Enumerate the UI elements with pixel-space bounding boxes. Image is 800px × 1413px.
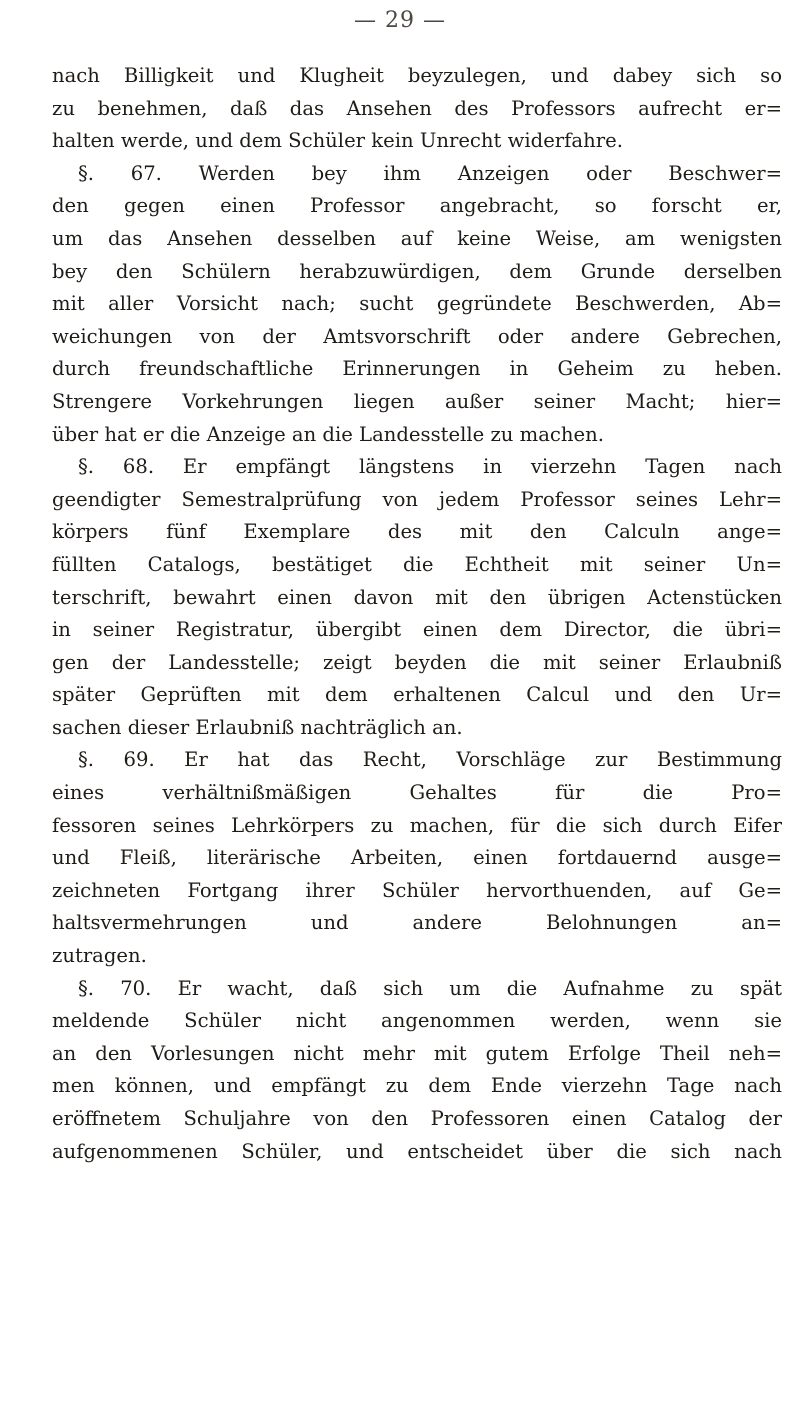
text-line: zeichneten Fortgang ihrer Schüler hervorthuenden, auf Ge= <box>52 878 782 902</box>
text-line: gen der Landesstelle; zeigt beyden die mit seiner Erlaubniß <box>52 650 782 674</box>
text-line: aufgenommenen Schüler, und entscheidet über die sich nach <box>52 1139 782 1163</box>
text-line: durch freundschaftliche Erinnerungen in Geheim zu heben. <box>52 357 782 381</box>
text-line: sachen dieser Erlaubniß nachträglich an. <box>52 715 463 739</box>
text-line: und Fleiß, literärische Arbeiten, einen fortdauernd ausge= <box>52 846 782 870</box>
text-line: später Geprüften mit dem erhaltenen Calcul und den Ur= <box>52 683 782 707</box>
text-line: körpers fünf Exemplare des mit den Calculn ange= <box>52 520 782 544</box>
text-line: terschrift, bewahrt einen davon mit den übrigen Actenstücken <box>52 585 782 609</box>
text-line: bey den Schülern herabzuwürdigen, dem Grunde derselben <box>52 259 782 283</box>
text-line: eines verhältnißmäßigen Gehaltes für die Pro= <box>52 781 782 805</box>
text-line: über hat er die Anzeige an die Landesstelle zu machen. <box>52 422 604 446</box>
text-line: eröffnetem Schuljahre von den Professoren einen Catalog der <box>52 1107 782 1130</box>
text-line: haltsvermehrungen und andere Belohnungen an= <box>52 911 782 935</box>
text-line: an den Vorlesungen nicht mehr mit gutem Erfolge Theil neh= <box>52 1041 782 1065</box>
text-line: mit aller Vorsicht nach; sucht gegründete Beschwerden, Ab= <box>52 292 782 316</box>
text-line: nach Billigkeit und Klugheit beyzulegen, und dabey sich so <box>52 64 782 87</box>
text-line: fessoren seines Lehrkörpers zu machen, für die sich durch Eifer <box>52 813 782 837</box>
text-line: um das Ansehen desselben auf keine Weise, am wenigsten <box>52 226 782 250</box>
text-line: Strengere Vorkehrungen liegen außer seiner Macht; hier= <box>52 389 782 413</box>
text-line: zu benehmen, daß das Ansehen des Professors aufrecht er= <box>52 96 782 120</box>
text-line: halten werde, und dem Schüler kein Unrecht widerfahre. <box>52 129 623 153</box>
text-line: §. 70. Er wacht, daß sich um die Aufnahme zu spät <box>78 976 782 1000</box>
text-line: füllten Catalogs, bestätiget die Echtheit mit seiner Un= <box>52 552 782 576</box>
text-line: §. 68. Er empfängt längstens in vierzehn Tagen nach <box>78 455 782 479</box>
text-line: den gegen einen Professor angebracht, so forscht er, <box>52 194 782 218</box>
text-line: §. 69. Er hat das Recht, Vorschläge zur Bestimmung <box>78 748 782 772</box>
page-number: — 29 — <box>354 8 446 33</box>
text-line: men können, und empfängt zu dem Ende vierzehn Tage nach <box>52 1074 782 1098</box>
body-text <box>52 60 782 1168</box>
text-line: geendigter Semestralprüfung von jedem Professor seines Lehr= <box>52 487 782 511</box>
text-line: weichungen von der Amtsvorschrift oder andere Gebrechen, <box>52 324 782 348</box>
text-line: in seiner Registratur, übergibt einen dem Director, die übri= <box>52 618 782 642</box>
text-line: §. 67. Werden bey ihm Anzeigen oder Beschwer= <box>78 161 782 185</box>
text-line: zutragen. <box>52 944 147 968</box>
text-line: meldende Schüler nicht angenommen werden, wenn sie <box>52 1009 782 1033</box>
